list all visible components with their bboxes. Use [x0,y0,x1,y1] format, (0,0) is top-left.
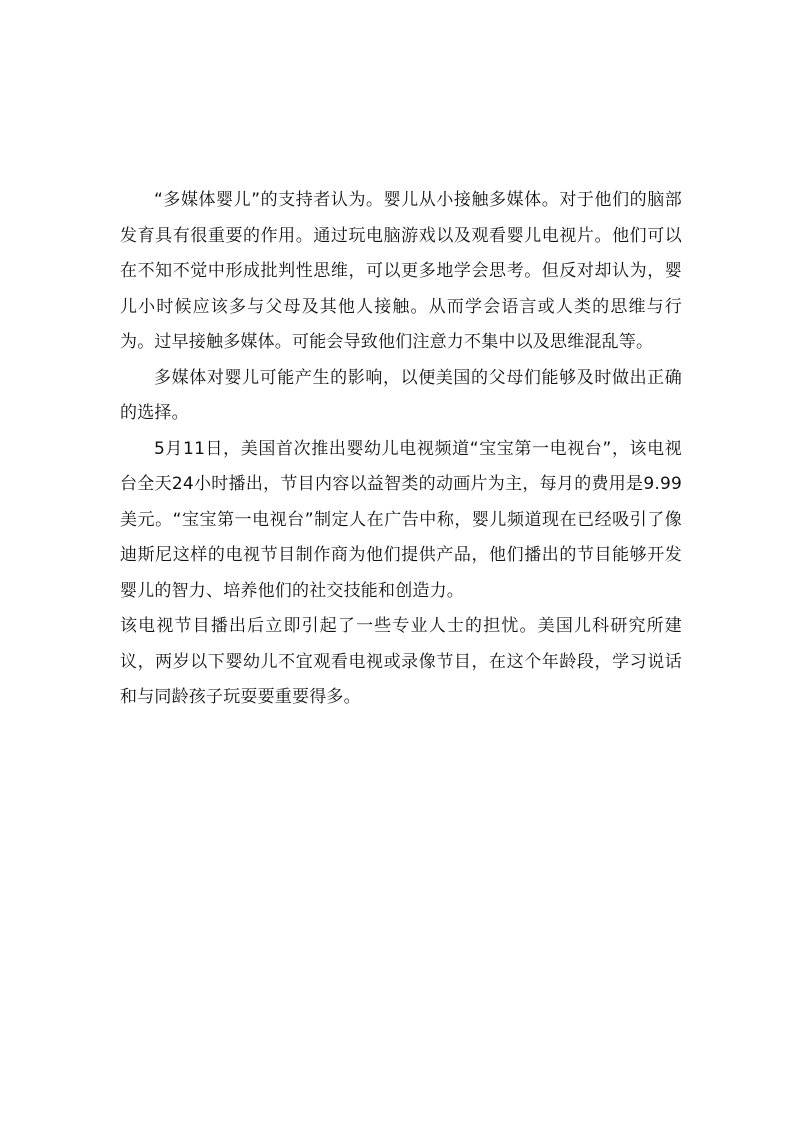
paragraph-3: 5月11日，美国首次推出婴幼儿电视频道“宝宝第一电视台”，该电视台全天24小时播出，节目内容以益智类的动画片为主，每月的费用是9.99美元。“宝宝第一电视台”制定人在广告中称，婴儿频道现在已经吸引了像迪斯尼这样的电视节目制作商为他们提供产品，他们播出的节目能够开发婴儿的智力、培养他们的社交技能和创造力。 [120,438,682,601]
paragraph-4: 该电视节目播出后立即引起了一些专业人士的担忧。美国儿科研究所建议，两岁以下婴幼儿不宜观看电视或录像节目，在这个年龄段，学习说话和与同龄孩子玩耍要重要得多。 [120,616,682,707]
paragraph-1: “多媒体婴儿”的支持者认为。婴儿从小接触多媒体。对于他们的脑部发育具有很重要的作用。通过玩电脑游戏以及观看婴儿电视片。他们可以在不知不觉中形成批判性思维，可以更多地学会思考。但反对却认为，婴儿小时候应该多与父母及其他人接触。从而学会语言或人类的思维与行为。过早接触多媒体。可能会导致他们注意力不集中以及思维混乱等。 [120,190,682,352]
document-body [120,183,682,716]
paragraph-2: 多媒体对婴儿可能产生的影响，以便美国的父母们能够及时做出正确的选择。 [120,367,682,423]
